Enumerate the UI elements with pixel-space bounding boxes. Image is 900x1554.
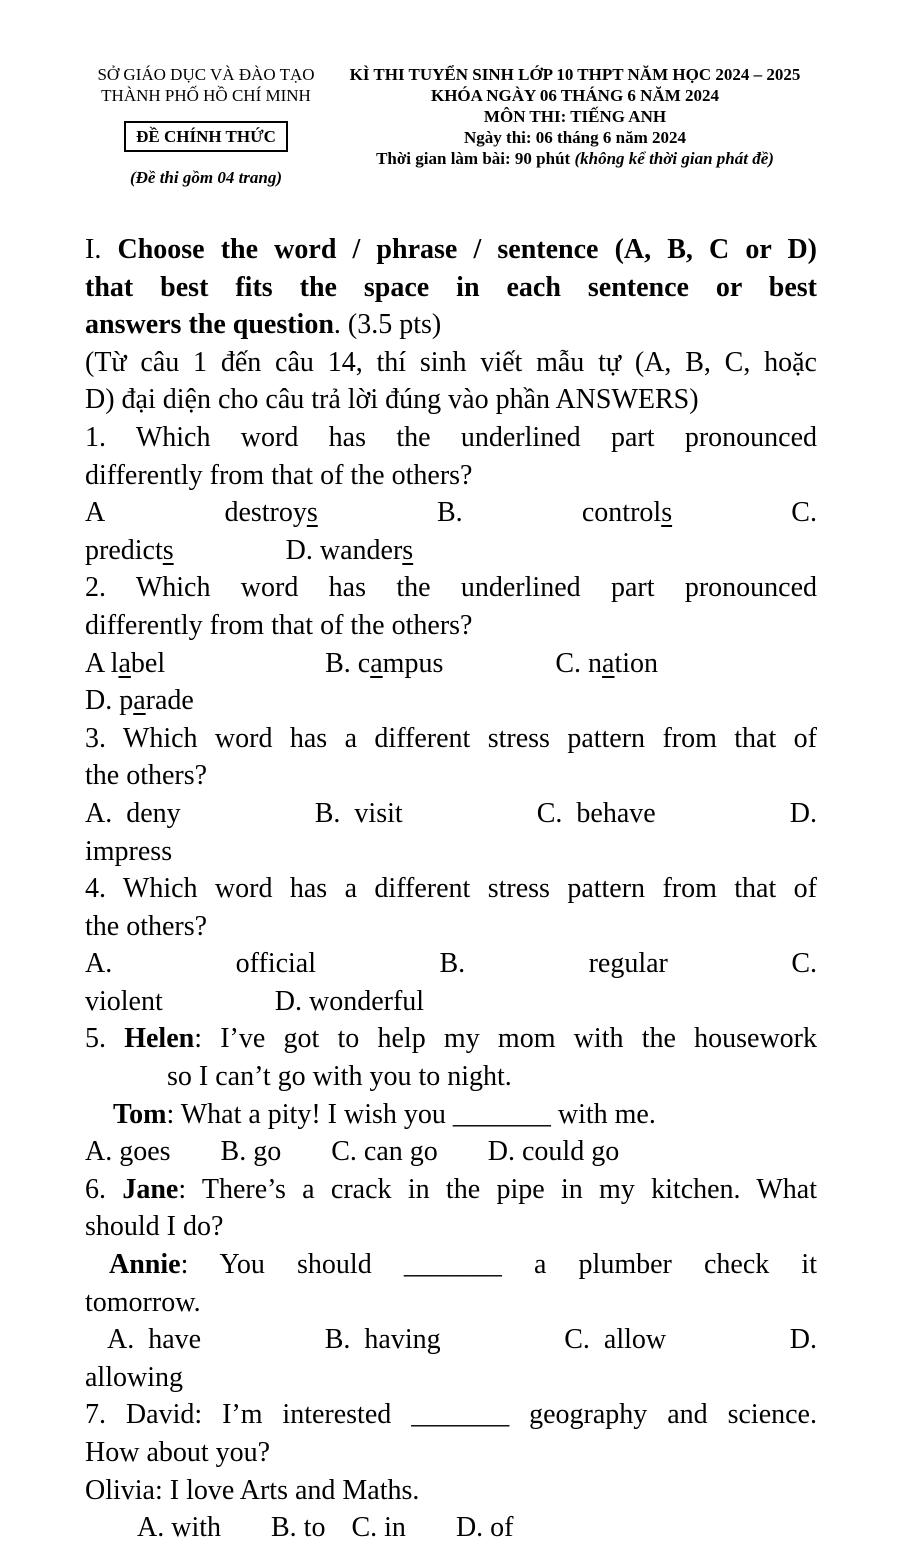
authority-line1: SỞ GIÁO DỤC VÀ ĐÀO TẠO xyxy=(97,65,315,84)
text-segment: D. wander xyxy=(285,534,403,566)
doc-line xyxy=(85,1509,817,1547)
text-segment: : There’s a crack in the pipe in my kitchen. What xyxy=(178,1173,817,1205)
text-segment: D. p xyxy=(85,685,134,717)
doc-line xyxy=(85,682,817,720)
text-segment: Olivia: I love Arts and Maths. xyxy=(85,1474,420,1506)
official-exam-box: ĐỀ CHÍNH THỨC xyxy=(124,121,288,152)
authority-line2: THÀNH PHỐ HỒ CHÍ MINH xyxy=(101,86,311,105)
underlined-letter: s xyxy=(402,534,414,566)
text-segment: Jane xyxy=(122,1173,179,1205)
text-segment: C. n xyxy=(555,647,603,679)
text-segment: B. c xyxy=(325,647,371,679)
text-segment: regular xyxy=(588,948,668,980)
text-segment: B. xyxy=(439,948,466,980)
doc-line xyxy=(85,945,817,983)
doc-line xyxy=(85,269,817,307)
text-segment: predict xyxy=(85,534,163,566)
text-segment: A. goes xyxy=(85,1136,171,1168)
text-segment: 6. xyxy=(85,1173,123,1205)
text-segment: : You should _______ a plumber check it xyxy=(180,1249,817,1281)
underlined-letter: s xyxy=(306,497,318,529)
text-segment: (Từ câu 1 đến câu 14, thí sinh viết mẫu tự (A, B, C, hoặc xyxy=(85,346,817,378)
text-segment: D. xyxy=(789,1324,818,1356)
text-segment: control xyxy=(581,497,662,529)
text-segment: B. go xyxy=(220,1136,282,1168)
text-segment: violent xyxy=(85,985,163,1017)
doc-line xyxy=(85,419,817,457)
text-segment: I. xyxy=(85,234,118,265)
text-segment: bel xyxy=(130,647,166,679)
text-segment: Tom xyxy=(113,1098,167,1130)
text-segment: Choose the word / phrase / sentence (A, B, C or D) xyxy=(117,234,818,265)
text-segment: A. xyxy=(85,948,113,980)
text-segment: mpus xyxy=(382,647,444,679)
doc-line xyxy=(85,1058,817,1096)
text-segment: 4. Which word has a different stress pattern from that of xyxy=(85,873,817,905)
text-segment: Helen xyxy=(124,1023,195,1055)
doc-line xyxy=(85,1208,817,1246)
text-segment: 3. Which word has a different stress pattern from that of xyxy=(85,722,817,754)
text-segment: differently from that of the others? xyxy=(85,459,473,491)
underlined-letter: a xyxy=(370,647,383,679)
exam-date: Ngày thi: 06 tháng 6 năm 2024 xyxy=(464,128,686,147)
text-segment: should I do? xyxy=(85,1211,224,1243)
doc-line xyxy=(85,494,817,532)
text-segment: . (3.5 pts) xyxy=(333,309,442,341)
text-segment: that best fits the space in each sentence or best xyxy=(85,271,817,303)
doc-line xyxy=(85,344,817,382)
document-body xyxy=(85,231,817,1547)
text-segment: 5. xyxy=(85,1023,125,1055)
doc-line xyxy=(85,231,817,269)
doc-line xyxy=(85,870,817,908)
text-segment: A. have xyxy=(107,1324,202,1356)
doc-line xyxy=(85,1246,817,1284)
text-segment: destroy xyxy=(224,497,307,529)
doc-line xyxy=(85,1396,817,1434)
underlined-letter: a xyxy=(118,647,131,679)
text-segment: B. xyxy=(436,497,463,529)
doc-line xyxy=(85,607,817,645)
text-segment: the others? xyxy=(85,760,208,792)
underlined-letter: a xyxy=(133,685,146,717)
text-segment: A xyxy=(85,497,106,529)
text-segment: D. xyxy=(789,797,818,829)
doc-line xyxy=(85,1284,817,1322)
doc-line xyxy=(85,1133,817,1171)
doc-line xyxy=(85,457,817,495)
doc-line xyxy=(85,1359,817,1397)
text-segment: D. could go xyxy=(487,1136,620,1168)
doc-line xyxy=(85,532,817,570)
text-segment: official xyxy=(235,948,317,980)
underlined-letter: a xyxy=(602,647,615,679)
text-segment: D) đại diện cho câu trả lời đúng vào phần ANSWERS) xyxy=(85,384,699,416)
exam-title: KÌ THI TUYỂN SINH LỚP 10 THPT NĂM HỌC 2024 – 2025 xyxy=(349,65,801,84)
doc-line xyxy=(85,381,817,419)
text-segment: : What a pity! I wish you _______ with me. xyxy=(166,1098,656,1130)
doc-line xyxy=(85,1321,817,1359)
text-segment: so I can’t go with you to night. xyxy=(167,1061,512,1093)
text-segment: C. allow xyxy=(564,1324,667,1356)
doc-line xyxy=(85,757,817,795)
text-segment: rade xyxy=(145,685,194,717)
text-segment: How about you? xyxy=(85,1437,271,1468)
issuing-authority-block xyxy=(85,64,327,188)
text-segment: allowing xyxy=(85,1361,183,1393)
text-segment: B. having xyxy=(324,1324,441,1356)
doc-line xyxy=(85,1096,817,1134)
duration-note: (không kể thời gian phát đề) xyxy=(574,149,774,168)
doc-line xyxy=(85,1434,817,1472)
text-segment: 2. Which word has the underlined part pronounced xyxy=(85,572,817,604)
text-segment: differently from that of the others? xyxy=(85,609,473,641)
text-segment: C. can go xyxy=(331,1136,438,1168)
text-segment: C. xyxy=(791,948,817,980)
text-segment: 7. David: I’m interested _______ geography and science. xyxy=(85,1399,817,1431)
text-segment: B. to xyxy=(271,1512,326,1544)
exam-info-block xyxy=(330,64,820,169)
pages-note: (Đề thi gồm 04 trang) xyxy=(129,168,283,187)
text-segment: A l xyxy=(85,647,119,679)
text-segment: B. visit xyxy=(314,797,403,829)
duration-text: Thời gian làm bài: 90 phút xyxy=(376,149,575,168)
text-segment: Annie xyxy=(109,1249,181,1281)
text-segment: answers the question xyxy=(85,309,334,341)
text-segment: C. in xyxy=(351,1512,406,1544)
doc-line xyxy=(85,1472,817,1510)
doc-line xyxy=(85,908,817,946)
text-segment: : I’ve got to help my mom with the housework xyxy=(194,1023,817,1055)
text-segment: tomorrow. xyxy=(85,1286,201,1318)
text-segment: the others? xyxy=(85,910,208,942)
doc-line xyxy=(85,569,817,607)
text-segment: impress xyxy=(85,835,173,867)
text-segment: D. of xyxy=(455,1512,514,1544)
exam-subject: MÔN THI: TIẾNG ANH xyxy=(483,107,667,126)
doc-line xyxy=(85,1020,817,1058)
exam-duration xyxy=(330,148,820,169)
text-segment: C. xyxy=(791,497,817,529)
doc-line xyxy=(85,983,817,1021)
doc-line xyxy=(85,645,817,683)
exam-session: KHÓA NGÀY 06 THÁNG 6 NĂM 2024 xyxy=(430,86,720,105)
underlined-letter: s xyxy=(661,497,673,529)
text-segment: A. deny xyxy=(85,797,181,829)
text-segment: tion xyxy=(614,647,659,679)
doc-line xyxy=(85,1171,817,1209)
text-segment: C. behave xyxy=(536,797,656,829)
doc-line xyxy=(85,720,817,758)
doc-line xyxy=(85,795,817,833)
text-segment: 1. Which word has the underlined part pronounced xyxy=(85,421,817,453)
text-segment: A. with xyxy=(137,1512,221,1544)
underlined-letter: s xyxy=(162,534,174,566)
text-segment: D. wonderful xyxy=(274,985,425,1017)
doc-line xyxy=(85,306,817,344)
doc-line xyxy=(85,833,817,871)
